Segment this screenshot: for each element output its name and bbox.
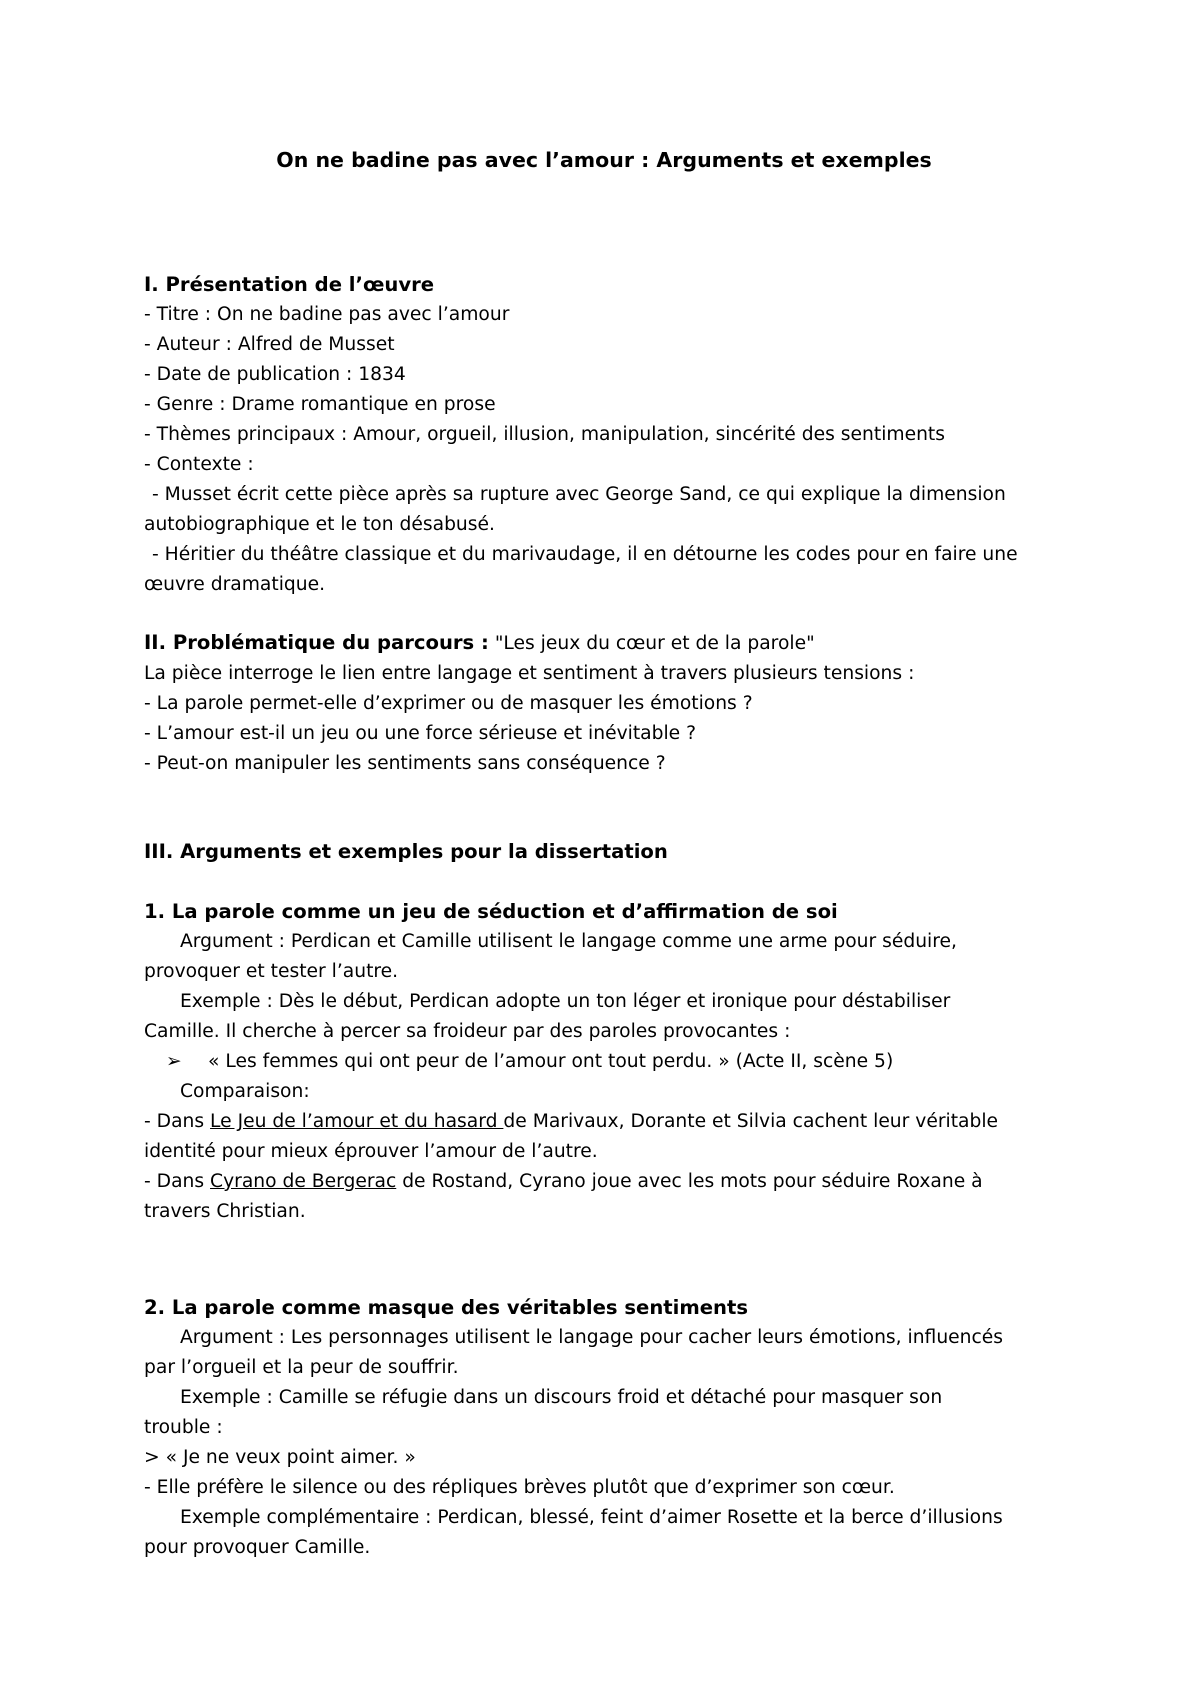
- example-line: Exemple complémentaire : Perdican, blessé, feint d’aimer Rosette et la berce d’illusions: [180, 1507, 1003, 1528]
- section-2-heading-line: [144, 628, 1064, 659]
- quote-line: [144, 1047, 1064, 1077]
- argument-line: Argument : Les personnages utilisent le langage pour cacher leurs émotions, influencés: [180, 1327, 1004, 1348]
- example-line: pour provoquer Camille.: [144, 1537, 371, 1558]
- example-line: trouble :: [144, 1417, 223, 1438]
- list-item: - Elle préfère le silence ou des répliques brèves plutôt que d’exprimer son cœur.: [144, 1477, 895, 1498]
- comparison-line: [144, 1107, 1064, 1137]
- part-2-heading: 2. La parole comme masque des véritables sentiments: [144, 1296, 749, 1319]
- document-title: On ne badine pas avec l’amour : Arguments et exemples: [276, 148, 932, 172]
- comparison-text: de Rostand, Cyrano joue avec les mots pour séduire Roxane à: [396, 1171, 983, 1192]
- list-item: - La parole permet-elle d’exprimer ou de masquer les émotions ?: [144, 693, 753, 714]
- list-item: - Peut-on manipuler les sentiments sans conséquence ?: [144, 753, 666, 774]
- section-2-subject: "Les jeux du cœur et de la parole": [488, 633, 815, 654]
- section-2-intro: La pièce interroge le lien entre langage et sentiment à travers plusieurs tensions :: [144, 663, 915, 684]
- arrow-bullet-icon: ➢: [166, 1051, 182, 1072]
- document-page: [144, 140, 1064, 1563]
- list-item: - Date de publication : 1834: [144, 364, 406, 385]
- list-item: - Genre : Drame romantique en prose: [144, 394, 496, 415]
- list-item: - Thèmes principaux : Amour, orgueil, illusion, manipulation, sincérité des sentiments: [144, 424, 945, 445]
- context-line: autobiographique et le ton désabusé.: [144, 514, 495, 535]
- quote-text: « Les femmes qui ont peur de l’amour ont tout perdu. » (Acte II, scène 5): [208, 1051, 894, 1072]
- comparison-line: travers Christian.: [144, 1201, 306, 1222]
- argument-line: provoquer et tester l’autre.: [144, 961, 399, 982]
- example-line: Exemple : Camille se réfugie dans un discours froid et détaché pour masquer son: [180, 1387, 943, 1408]
- list-item: - Contexte :: [144, 454, 254, 475]
- part-1-heading: 1. La parole comme un jeu de séduction et d’affirmation de soi: [144, 900, 838, 923]
- comparison-label: Comparaison:: [180, 1081, 310, 1102]
- list-item: - Auteur : Alfred de Musset: [144, 334, 395, 355]
- context-line: - Musset écrit cette pièce après sa rupture avec George Sand, ce qui explique la dimension: [152, 484, 1006, 505]
- comparison-line: [144, 1167, 1064, 1197]
- work-title-marivaux: Le Jeu de l’amour et du hasard: [210, 1111, 504, 1132]
- example-line: Camille. Il cherche à percer sa froideur par des paroles provocantes :: [144, 1021, 791, 1042]
- example-line: Exemple : Dès le début, Perdican adopte un ton léger et ironique pour déstabiliser: [180, 991, 951, 1012]
- comparison-prefix: - Dans: [144, 1111, 211, 1132]
- section-1-heading: I. Présentation de l’œuvre: [144, 273, 435, 296]
- section-2-heading: II. Problématique du parcours :: [144, 631, 489, 654]
- argument-line: Argument : Perdican et Camille utilisent le langage comme une arme pour séduire,: [180, 931, 957, 952]
- list-item: - Titre : On ne badine pas avec l’amour: [144, 304, 510, 325]
- comparison-line: identité pour mieux éprouver l’amour de l’autre.: [144, 1141, 598, 1162]
- quote-line: > « Je ne veux point aimer. »: [144, 1447, 416, 1468]
- context-line: - Héritier du théâtre classique et du marivaudage, il en détourne les codes pour en faire une: [152, 544, 1018, 565]
- work-title-cyrano: Cyrano de Bergerac: [210, 1171, 397, 1192]
- comparison-text: de Marivaux, Dorante et Silvia cachent leur véritable: [503, 1111, 999, 1132]
- context-line: œuvre dramatique.: [144, 574, 326, 595]
- section-3-heading: III. Arguments et exemples pour la dissertation: [144, 840, 668, 863]
- argument-line: par l’orgueil et la peur de souffrir.: [144, 1357, 459, 1378]
- list-item: - L’amour est-il un jeu ou une force sérieuse et inévitable ?: [144, 723, 697, 744]
- comparison-prefix: - Dans: [144, 1171, 211, 1192]
